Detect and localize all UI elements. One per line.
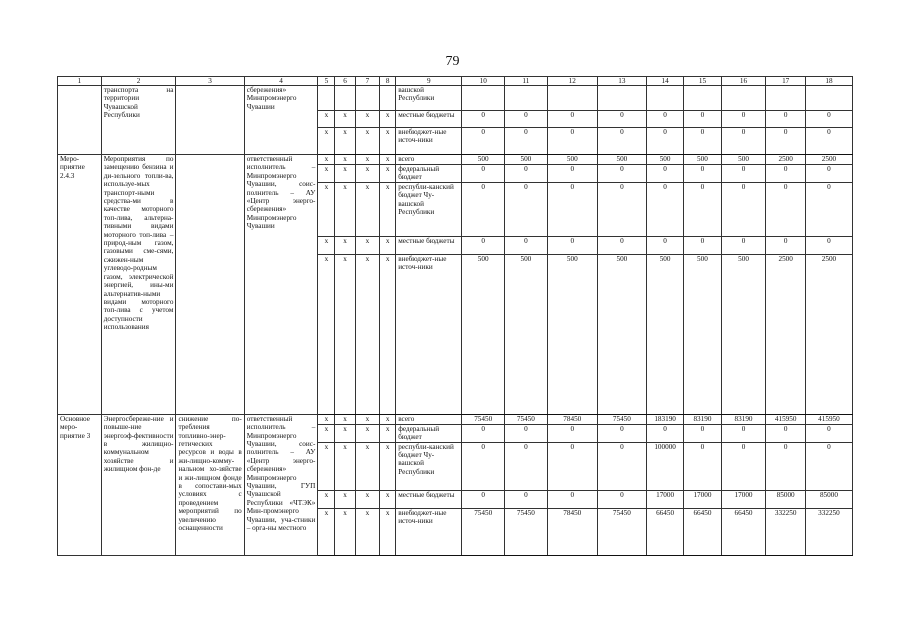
amount-cell: 0 (684, 236, 721, 254)
code-cell: x (318, 254, 335, 414)
amount-cell: 0 (646, 111, 683, 128)
code-cell: x (380, 442, 396, 490)
amount-cell: 0 (547, 165, 597, 183)
amount-cell: 0 (505, 442, 548, 490)
amount-cell: 415950 (805, 414, 852, 424)
table-row (58, 86, 853, 111)
amount-cell: 0 (684, 165, 721, 183)
column-number: 10 (462, 77, 505, 86)
amount-cell: 0 (646, 236, 683, 254)
column-number: 1 (58, 77, 102, 86)
amount-cell: 500 (462, 254, 505, 414)
amount-cell: 500 (547, 254, 597, 414)
amount-cell: 0 (462, 182, 505, 236)
amount-cell: 0 (505, 490, 548, 508)
program-table (57, 76, 853, 556)
column-number: 2 (101, 77, 176, 86)
column-number: 16 (721, 77, 766, 86)
code-cell: x (355, 128, 380, 155)
code-cell: x (318, 508, 335, 555)
column-number: 5 (318, 77, 335, 86)
amount-cell: 75450 (462, 414, 505, 424)
amount-cell: 0 (805, 424, 852, 442)
amount-cell (684, 86, 721, 111)
funding-source: всего (396, 414, 462, 424)
code-cell: x (335, 111, 355, 128)
funding-source: внебюджет-ные источ-ники (396, 508, 462, 555)
amount-cell (646, 86, 683, 111)
amount-cell: 0 (547, 442, 597, 490)
code-cell: x (318, 236, 335, 254)
amount-cell: 500 (462, 155, 505, 165)
column-number-row (58, 77, 853, 86)
amount-cell: 66450 (646, 508, 683, 555)
amount-cell (766, 86, 805, 111)
measure-id (58, 86, 102, 155)
amount-cell (805, 86, 852, 111)
amount-cell: 0 (505, 236, 548, 254)
funding-source: местные бюджеты (396, 490, 462, 508)
amount-cell: 0 (805, 236, 852, 254)
funding-source: федеральный бюджет (396, 165, 462, 183)
amount-cell (505, 86, 548, 111)
code-cell (318, 86, 335, 111)
amount-cell: 17000 (646, 490, 683, 508)
measure-name: транспорта на территории Чувашской Республики (101, 86, 176, 155)
amount-cell: 0 (505, 128, 548, 155)
code-cell: x (380, 182, 396, 236)
amount-cell: 0 (505, 165, 548, 183)
amount-cell: 500 (684, 254, 721, 414)
column-number: 6 (335, 77, 355, 86)
amount-cell: 66450 (721, 508, 766, 555)
amount-cell: 0 (597, 424, 646, 442)
amount-cell: 0 (805, 165, 852, 183)
amount-cell: 66450 (684, 508, 721, 555)
amount-cell: 0 (766, 111, 805, 128)
amount-cell: 0 (547, 424, 597, 442)
amount-cell: 0 (597, 128, 646, 155)
column-number: 18 (805, 77, 852, 86)
amount-cell (597, 86, 646, 111)
column-number: 15 (684, 77, 721, 86)
amount-cell: 0 (766, 424, 805, 442)
funding-source: вашской Республики (396, 86, 462, 111)
amount-cell: 500 (646, 254, 683, 414)
code-cell: x (355, 414, 380, 424)
code-cell: x (335, 424, 355, 442)
amount-cell: 0 (684, 111, 721, 128)
page-number: 79 (445, 54, 460, 69)
table-row (58, 414, 853, 424)
amount-cell: 0 (766, 128, 805, 155)
funding-source: местные бюджеты (396, 236, 462, 254)
amount-cell: 0 (766, 442, 805, 490)
code-cell: x (335, 155, 355, 165)
funding-source: местные бюджеты (396, 111, 462, 128)
amount-cell: 83190 (684, 414, 721, 424)
measure-name: Мероприятия по замещению бензина и ди-зельного топли-ва, используе-мых транспорт-ными средства-ми в качестве моторного топ-лива, альтерна-тивными видами моторного топ-лива – природ-ным газом, газовыми сме-сями, сжижен-ным углеводо-родным газом, электрической энергией, ины-ми альтернатив-ными видами моторного топ-лива с учетом доступности использования (101, 155, 176, 415)
code-cell: x (355, 155, 380, 165)
amount-cell: 500 (721, 155, 766, 165)
code-cell (355, 86, 380, 111)
amount-cell: 75450 (462, 508, 505, 555)
amount-cell: 83190 (721, 414, 766, 424)
code-cell: x (335, 165, 355, 183)
table-row (58, 155, 853, 165)
amount-cell: 0 (597, 182, 646, 236)
amount-cell: 0 (505, 111, 548, 128)
amount-cell: 500 (721, 254, 766, 414)
amount-cell: 500 (547, 155, 597, 165)
column-number: 8 (380, 77, 396, 86)
amount-cell: 17000 (684, 490, 721, 508)
amount-cell: 2500 (766, 155, 805, 165)
code-cell: x (335, 236, 355, 254)
amount-cell: 500 (505, 254, 548, 414)
amount-cell: 0 (547, 182, 597, 236)
amount-cell: 0 (597, 442, 646, 490)
code-cell: x (335, 490, 355, 508)
amount-cell: 75450 (505, 508, 548, 555)
code-cell: x (335, 182, 355, 236)
amount-cell: 0 (597, 490, 646, 508)
code-cell: x (355, 236, 380, 254)
amount-cell: 0 (646, 165, 683, 183)
funding-source: республи-канский бюджет Чу-вашской Республики (396, 182, 462, 236)
amount-cell: 0 (547, 236, 597, 254)
amount-cell: 85000 (805, 490, 852, 508)
amount-cell: 0 (646, 182, 683, 236)
code-cell: x (380, 165, 396, 183)
amount-cell: 0 (597, 165, 646, 183)
amount-cell: 0 (721, 111, 766, 128)
amount-cell: 0 (721, 424, 766, 442)
measure-executor: ответственный исполнитель – Минпромэнерго Чувашии, соис-полнитель – АУ «Центр энерго-сбережения» Минпромэнерго Чувашии, ГУП Чувашской Республики «ЧТЭК» Мин-промэнерго Чувашии, уча-стники – орга-ны местного (244, 414, 318, 555)
funding-source: федеральный бюджет (396, 424, 462, 442)
amount-cell: 500 (684, 155, 721, 165)
code-cell: x (380, 128, 396, 155)
amount-cell: 0 (684, 182, 721, 236)
amount-cell: 0 (721, 236, 766, 254)
column-number: 17 (766, 77, 805, 86)
funding-source: всего (396, 155, 462, 165)
amount-cell: 75450 (597, 508, 646, 555)
code-cell: x (380, 490, 396, 508)
code-cell: x (355, 490, 380, 508)
funding-source: республи-канский бюджет Чу-вашской Республики (396, 442, 462, 490)
code-cell: x (318, 182, 335, 236)
code-cell: x (318, 414, 335, 424)
amount-cell: 0 (505, 424, 548, 442)
code-cell (380, 86, 396, 111)
code-cell: x (318, 155, 335, 165)
amount-cell: 500 (505, 155, 548, 165)
code-cell: x (380, 254, 396, 414)
column-number: 14 (646, 77, 683, 86)
code-cell: x (355, 165, 380, 183)
code-cell: x (335, 442, 355, 490)
amount-cell: 0 (646, 128, 683, 155)
code-cell: x (380, 111, 396, 128)
amount-cell: 0 (684, 442, 721, 490)
amount-cell: 0 (684, 424, 721, 442)
amount-cell: 183190 (646, 414, 683, 424)
code-cell: x (335, 508, 355, 555)
code-cell: x (355, 254, 380, 414)
amount-cell: 100000 (646, 442, 683, 490)
amount-cell: 0 (766, 165, 805, 183)
amount-cell: 2500 (805, 254, 852, 414)
amount-cell: 0 (462, 490, 505, 508)
column-number: 9 (396, 77, 462, 86)
column-number: 11 (505, 77, 548, 86)
measure-id: Основное меро-приятие 3 (58, 414, 102, 555)
amount-cell: 0 (684, 128, 721, 155)
code-cell: x (335, 254, 355, 414)
amount-cell: 0 (462, 424, 505, 442)
amount-cell (547, 86, 597, 111)
measure-executor: ответственный исполнитель – Минпромэнерго Чувашии, соис-полнитель – АУ «Центр энерго-сбережения» Минпромэнерго Чувашии (244, 155, 318, 415)
amount-cell: 2500 (766, 254, 805, 414)
amount-cell: 2500 (805, 155, 852, 165)
code-cell (335, 86, 355, 111)
amount-cell: 0 (462, 165, 505, 183)
amount-cell: 0 (721, 182, 766, 236)
amount-cell: 0 (721, 165, 766, 183)
amount-cell: 0 (805, 111, 852, 128)
amount-cell: 0 (597, 111, 646, 128)
amount-cell: 0 (547, 490, 597, 508)
measure-executor: сбережения» Минпромэнерго Чувашии (244, 86, 318, 155)
amount-cell: 0 (805, 442, 852, 490)
code-cell: x (318, 424, 335, 442)
amount-cell (721, 86, 766, 111)
column-number: 13 (597, 77, 646, 86)
amount-cell: 0 (766, 236, 805, 254)
amount-cell: 415950 (766, 414, 805, 424)
amount-cell: 75450 (597, 414, 646, 424)
funding-source: внебюджет-ные источ-ники (396, 254, 462, 414)
code-cell: x (380, 508, 396, 555)
measure-goal: снижение по-требления топливно-энер-гетических ресурсов и воды в жи-лищно-комму-нальном хо-зяйстве и жи-лищном фонде в сопостави-мых условиях с проведением мероприятий по увеличению оснащенности (176, 414, 244, 555)
code-cell: x (380, 155, 396, 165)
amount-cell: 0 (462, 128, 505, 155)
amount-cell: 0 (646, 424, 683, 442)
code-cell: x (355, 111, 380, 128)
code-cell: x (318, 165, 335, 183)
amount-cell: 0 (462, 442, 505, 490)
column-number: 4 (244, 77, 318, 86)
funding-source: внебюджет-ные источ-ники (396, 128, 462, 155)
amount-cell: 0 (547, 111, 597, 128)
code-cell: x (355, 442, 380, 490)
code-cell: x (355, 508, 380, 555)
measure-goal (176, 86, 244, 155)
amount-cell: 332250 (766, 508, 805, 555)
code-cell: x (380, 424, 396, 442)
amount-cell: 0 (462, 111, 505, 128)
code-cell: x (355, 424, 380, 442)
amount-cell: 500 (597, 155, 646, 165)
amount-cell: 0 (597, 236, 646, 254)
amount-cell: 0 (766, 182, 805, 236)
amount-cell (462, 86, 505, 111)
amount-cell: 0 (462, 236, 505, 254)
amount-cell: 500 (646, 155, 683, 165)
code-cell: x (335, 414, 355, 424)
code-cell: x (318, 111, 335, 128)
measure-id: Меро-приятие 2.4.3 (58, 155, 102, 415)
amount-cell: 500 (597, 254, 646, 414)
amount-cell: 0 (721, 128, 766, 155)
measure-name: Энергосбереже-ние и повыше-ние энергоэф-фективности в жилищно-коммунальном хозяйстве и жилищном фон-де (101, 414, 176, 555)
amount-cell: 75450 (505, 414, 548, 424)
amount-cell: 78450 (547, 508, 597, 555)
code-cell: x (318, 442, 335, 490)
column-number: 7 (355, 77, 380, 86)
amount-cell: 0 (721, 442, 766, 490)
column-number: 12 (547, 77, 597, 86)
code-cell: x (318, 128, 335, 155)
measure-goal (176, 155, 244, 415)
amount-cell: 0 (547, 128, 597, 155)
amount-cell: 85000 (766, 490, 805, 508)
column-number: 3 (176, 77, 244, 86)
code-cell: x (335, 128, 355, 155)
amount-cell: 78450 (547, 414, 597, 424)
code-cell: x (318, 490, 335, 508)
amount-cell: 0 (805, 182, 852, 236)
amount-cell: 0 (805, 128, 852, 155)
amount-cell: 0 (505, 182, 548, 236)
code-cell: x (380, 236, 396, 254)
code-cell: x (355, 182, 380, 236)
amount-cell: 332250 (805, 508, 852, 555)
code-cell: x (380, 414, 396, 424)
amount-cell: 17000 (721, 490, 766, 508)
